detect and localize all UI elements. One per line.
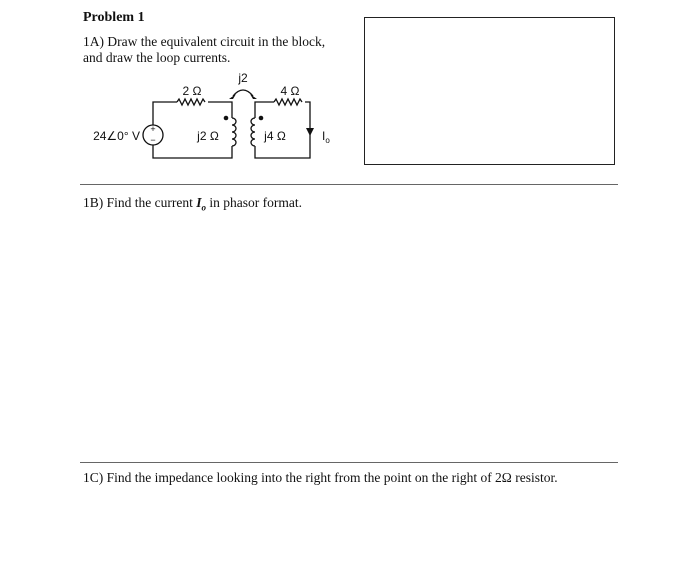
section-divider-2 bbox=[80, 462, 618, 463]
circuit-diagram bbox=[0, 0, 700, 190]
inductor-j2 bbox=[232, 118, 236, 146]
inductor-j4 bbox=[251, 118, 255, 146]
r1-label: 2 Ω bbox=[182, 84, 202, 98]
mutual-coupling-arc bbox=[233, 90, 253, 96]
current-label: $I_o$ bbox=[322, 129, 330, 145]
polarity-dot-left bbox=[224, 116, 229, 121]
part-a-question-line1: 1A) Draw the equivalent circuit in the block, bbox=[83, 34, 326, 49]
mutual-label: j2 bbox=[238, 71, 248, 85]
part-c-question: 1C) Find the impedance looking into the right from the point on the right of 2Ω resistor. bbox=[83, 470, 558, 485]
resistor-4-ohm bbox=[274, 99, 302, 105]
current-arrow bbox=[306, 128, 314, 136]
l1-label: j2 Ω bbox=[197, 129, 219, 143]
part-a-question-line2: and draw the loop currents. bbox=[83, 50, 231, 65]
resistor-2-ohm bbox=[177, 99, 205, 105]
r2-label: 4 Ω bbox=[280, 84, 300, 98]
l2-label: j4 Ω bbox=[264, 129, 286, 143]
problem-title: Problem 1 bbox=[83, 10, 145, 25]
source-minus-sign: − bbox=[150, 135, 156, 145]
source-plus-sign: + bbox=[150, 124, 156, 134]
section-divider-1 bbox=[80, 184, 618, 185]
source-label: 24∠0° V bbox=[93, 129, 140, 143]
part-b-question: 1B) Find the current $I_o$ in phasor format. bbox=[83, 195, 302, 213]
polarity-dot-right bbox=[259, 116, 264, 121]
